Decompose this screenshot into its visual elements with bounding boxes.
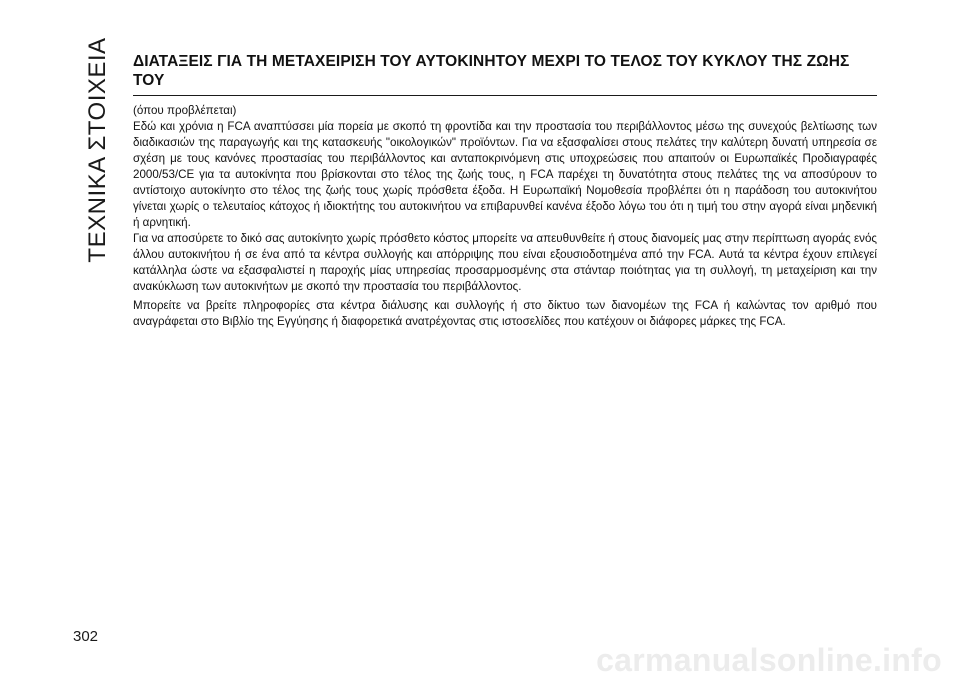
heading-subtitle: (όπου προβλέπεται) — [133, 104, 237, 117]
paragraph: Εδώ και χρόνια η FCA αναπτύσσει μία πορεία με σκοπό τη φροντίδα και την προστασία του περιβάλλοντος μέσω της συνεχούς βελτίωσης των διαδικασιών της παραγωγής και της κατασκευής "οικολογικών" προϊόντων. Για να εξασφαλίσει στους πελάτες την καλύτερη δυνατή υπηρεσία σε σχέση με τους κανόνες προστασίας του περιβάλλοντος και ανταποκρινόμενη στις υποχρεώσεις που απαιτούν οι Ευρωπαϊκές Προδιαγραφές 2000/53/CE για τα αυτοκίνητα που βρίσκονται στο τέλος της ζωής τους, η FCA παρέχει τη δυνατότητα στους πελάτες της να αποσύρουν το αντίστοιχο αυτοκίνητο στο τέλος της ζωής τους χωρίς πρόσθετα έξοδα. Η Ευρωπαϊκή Νομοθεσία προβλέπει ότι η παράδοση του αυτοκινήτου γίνεται χωρίς ο τελευταίος κάτοχος ή ιδιοκτήτης του αυτοκινήτου να επιβαρυνθεί κανένα έξοδο λόγω του ότι η τιμή του στην αγορά είναι μηδενική ή αρνητική. — [133, 120, 877, 229]
watermark: carmanualsonline.info — [596, 642, 942, 678]
section-label-text: ΤΕΧΝΙΚΑ ΣΤΟΙΧΕΙΑ — [84, 37, 111, 263]
page-number: 302 — [73, 628, 99, 645]
section-heading: ΔΙΑΤΑΞΕΙΣ ΓΙΑ ΤΗ ΜΕΤΑΧΕΙΡΙΣΗ ΤΟΥ ΑΥΤΟΚΙΝΗΤΟΥ ΜΕΧΡΙ ΤΟ ΤΕΛΟΣ ΤΟΥ ΚΥΚΛΟΥ ΤΗΣ ΖΩΗΣ ΤΟΥ — [133, 53, 850, 89]
paragraph: Μπορείτε να βρείτε πληροφορίες στα κέντρα διάλυσης και συλλογής ή στο δίκτυο των διανομέων της FCA ή καλώντας τον αριθμό που αναγράφεται στο Βιβλίο της Εγγύησης ή διαφορετικά ανατρέχοντας στις ιστοσελίδες που κατέχουν οι διάφορες μάρκες της FCA. — [133, 299, 877, 328]
heading-divider — [133, 95, 877, 96]
paragraph: Για να αποσύρετε το δικό σας αυτοκίνητο χωρίς πρόσθετο κόστος μπορείτε να απευθυνθείτε ή στους διανομείς μας στην περίπτωση αγοράς ενός άλλου αυτοκινήτου ή σε ένα από τα κέντρα συλλογής και απόρριψης που είναι εξουσιοδοτημένα από την FCA. Αυτά τα κέντρα έχουν επιλεγεί κατάλληλα ώστε να εξασφαλιστεί η παροχής μίας υπηρεσίας προσαρμοσμένης στα στάνταρ ποιότητας για τη συλλογή, τη μεταχείριση και την ανακύκλωση των αυτοκινήτων με σκοπό την προστασία του περιβάλλοντος. — [133, 232, 877, 293]
section-side-label — [78, 37, 118, 263]
main-content — [133, 52, 877, 330]
